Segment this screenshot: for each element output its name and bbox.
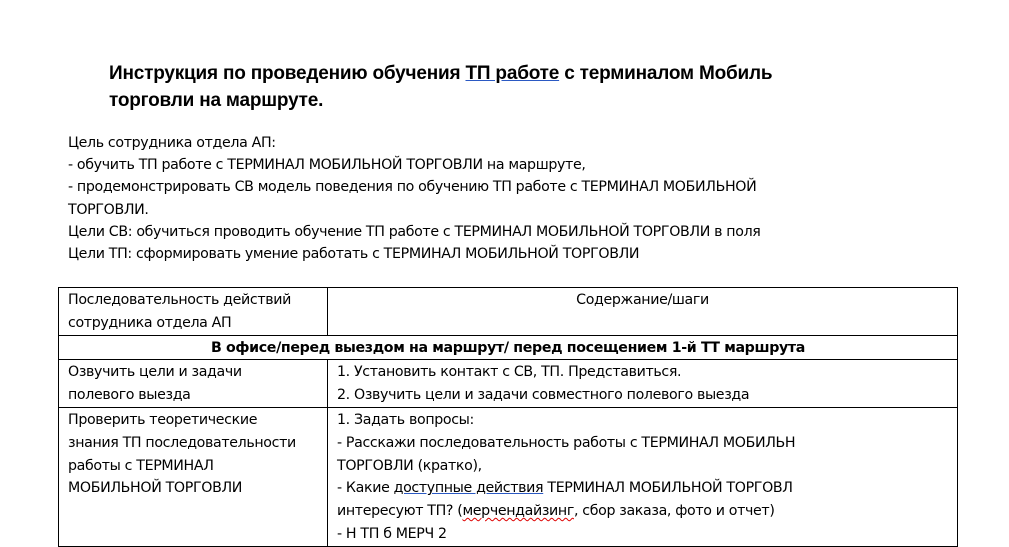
title-underlined-text: ТП работе (465, 63, 560, 84)
table-row (59, 407, 958, 546)
table-row (59, 360, 958, 408)
header-actions: Последовательность действий сотрудника отдела АП (59, 288, 328, 336)
section-heading: В офисе/перед выездом на маршрут/ перед посещением 1-й ТТ маршрута (59, 335, 958, 360)
intro-goals (68, 132, 968, 265)
row-action: Озвучить цели и задачи полевого выезда (59, 360, 328, 408)
header-steps: Содержание/шаги (328, 288, 958, 336)
grammar-underlined-text: доступные действия (393, 480, 544, 497)
title-line-2: торговли на маршруте. (109, 90, 324, 111)
row-steps: 1. Установить контакт с СВ, ТП. Представиться. 2. Озвучить цели и задачи совместного полевого выезда (328, 360, 958, 408)
spellcheck-underlined-word: мерчендайзинг (462, 503, 574, 520)
intro-line: ТОРГОВЛИ. (68, 201, 149, 218)
table-header-row (59, 288, 958, 336)
table-section-row (59, 335, 958, 360)
title-line-1: Инструкция по проведению обучения ТП работе с терминалом Мобиль (109, 63, 773, 84)
intro-line: - обучить ТП работе с ТЕРМИНАЛ МОБИЛЬНОЙ ТОРГОВЛИ на маршруте, (68, 157, 586, 174)
intro-line: Цели СВ: обучиться проводить обучение ТП работе с ТЕРМИНАЛ МОБИЛЬНОЙ ТОРГОВЛИ в поля (68, 223, 761, 240)
intro-line: Цель сотрудника отдела АП: (68, 135, 276, 151)
instruction-table (58, 287, 958, 547)
row-steps: 1. Задать вопросы: - Расскажи последовательность работы с ТЕРМИНАЛ МОБИЛЬН ТОРГОВЛИ (кратко), - Какие доступные действия ТЕРМИНАЛ МОБИЛЬНОЙ ТОРГОВЛ интересуют ТП? (мерчендайзинг, сбор заказа, фото и отчет) - Н ТП б МЕРЧ 2 (328, 407, 958, 546)
intro-line: - продемонстрировать СВ модель поведения по обучению ТП работе с ТЕРМИНАЛ МОБИЛЬНОЙ (68, 179, 757, 196)
document-title (109, 60, 1009, 114)
row-action: Проверить теоретические знания ТП последовательности работы с ТЕРМИНАЛ МОБИЛЬНОЙ ТОРГОВЛИ (59, 407, 328, 546)
intro-line: Цели ТП: сформировать умение работать с ТЕРМИНАЛ МОБИЛЬНОЙ ТОРГОВЛИ (68, 245, 640, 262)
